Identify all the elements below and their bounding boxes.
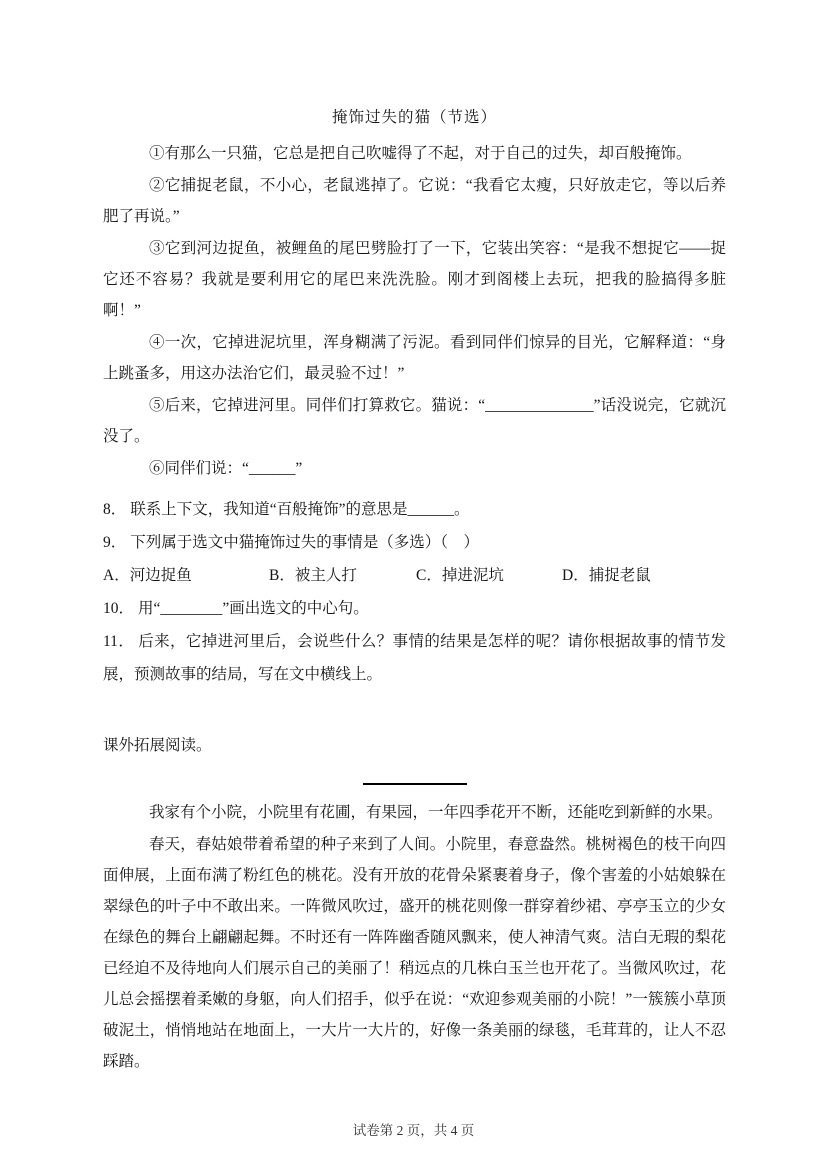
question-11-text: 后来，它掉进河里后，会说些什么？事情的结果是怎样的呢？请你根据故事的情节发展，预测故事的结局，写在文中横线上。 — [103, 633, 726, 683]
question-11-number: 11． — [103, 633, 135, 650]
question-8-text: 联系上下文，我知道“百般掩饰”的意思是______。 — [130, 501, 470, 518]
question-10 — [103, 592, 726, 625]
page-content — [103, 102, 726, 1078]
question-8-number: 8． — [103, 501, 127, 518]
question-9-number: 9． — [103, 534, 127, 551]
reading2-paragraph-2: 春天，春姑娘带着希望的种子来到了人间。小院里，春意盎然。桃树褐色的枝干向四面伸展，上面布满了粉红色的桃花。没有开放的花骨朵紧裹着身子，像个害羞的小姑娘躲在翠绿色的叶子中不敢出来。一阵微风吹过，盛开的桃花则像一群穿着纱裙、亭亭玉立的少女在绿色的舞台上翩翩起舞。不时还有一阵阵幽香随风飘来，使人神清气爽。洁白无瑕的梨花已经迫不及待地向人们展示自己的美丽了！稍远点的几株白玉兰也开花了。当微风吹过，花儿总会摇摆着柔嫩的身躯，向人们招手，似乎在说：“欢迎参观美丽的小院！”一簇簇小草顶破泥土，悄悄地站在地面上，一大片一大片的，好像一条美丽的绿毯，毛茸茸的，让人不忍踩踏。 — [103, 836, 726, 1070]
question-9-options — [103, 559, 726, 592]
reading1-paragraph-5: ⑤后来，它掉进河里。同伴们打算救它。猫说：“______________”话没说完，它就沉没了。 — [103, 397, 726, 445]
question-8 — [103, 493, 726, 526]
reading2-heading: 课外拓展阅读。 — [103, 737, 212, 754]
option-a: A．河边捉鱼 — [103, 567, 192, 584]
reading1-title: 掩饰过失的猫（节选） — [331, 109, 497, 126]
option-b: B．被主人打 — [269, 567, 357, 584]
question-9-text: 下列属于选文中猫掩饰过失的事情是（多选）（ ） — [130, 534, 480, 551]
option-c: C．掉进泥坑 — [416, 567, 504, 584]
reading1-paragraph-2: ②它捕捉老鼠，不小心，老鼠逃掉了。它说：“我看它太瘦，只好放走它，等以后养肥了再说。” — [103, 177, 726, 225]
title-blank-line — [363, 783, 467, 785]
reading1-paragraph-6: ⑥同伴们说：“______” — [149, 460, 303, 477]
page-footer: 试卷第 2 页，共 4 页 — [352, 1123, 475, 1138]
reading2-paragraph-1: 我家有个小院，小院里有花圃，有果园，一年四季花开不断，还能吃到新鲜的水果。 — [149, 804, 723, 821]
question-10-number: 10． — [103, 600, 135, 617]
reading1-paragraph-1: ①有那么一只猫，它总是把自己吹嘘得了不起，对于自己的过失，却百般掩饰。 — [149, 145, 692, 162]
reading1-paragraph-3: ③它到河边捉鱼，被鲤鱼的尾巴劈脸打了一下，它装出笑容：“是我不想捉它——捉它还不容易？我就是要利用它的尾巴来洗洗脸。刚才到阁楼上去玩，把我的脸搞得多脏啊！” — [103, 240, 726, 319]
option-d: D．捕捉老鼠 — [562, 567, 651, 584]
question-9 — [103, 526, 726, 559]
questions-block — [103, 493, 726, 691]
question-10-text: 用“________”画出选文的中心句。 — [138, 600, 369, 617]
question-11 — [103, 625, 726, 691]
reading1-paragraph-4: ④一次，它掉进泥坑里，浑身糊满了污泥。看到同伴们惊异的目光，它解释道：“身上跳蚤多，用这办法治它们，最灵验不过！” — [103, 334, 726, 382]
